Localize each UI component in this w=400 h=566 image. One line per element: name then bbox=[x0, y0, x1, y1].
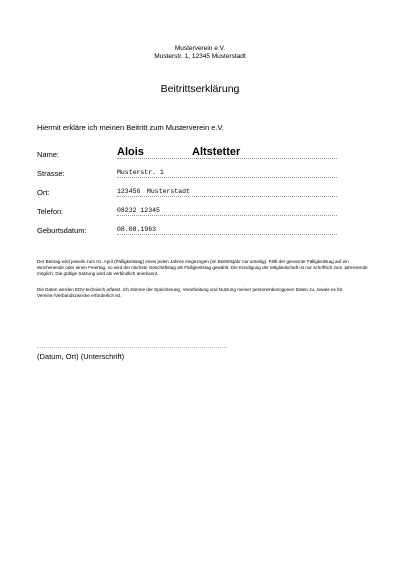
street-row bbox=[37, 164, 337, 180]
zip-value: 123456 bbox=[117, 188, 141, 195]
city-value: Musterstadt bbox=[147, 188, 190, 195]
city-label: Ort: bbox=[37, 188, 50, 197]
birthdate-value: 08.08.1963 bbox=[117, 226, 157, 233]
birthdate-line bbox=[117, 234, 337, 235]
form-title: Beitrittserklärung bbox=[160, 83, 240, 95]
birthdate-row bbox=[37, 221, 337, 237]
phone-row bbox=[37, 202, 337, 218]
org-address: Musterstr. 1, 12345 Musterstadt bbox=[154, 53, 246, 60]
street-label: Strasse: bbox=[37, 169, 65, 178]
phone-line bbox=[117, 215, 337, 216]
birthdate-label: Geburtsdatum: bbox=[37, 226, 87, 235]
phone-value: 08232 12345 bbox=[117, 207, 160, 214]
street-line bbox=[117, 177, 337, 178]
city-row bbox=[37, 183, 337, 199]
signature-line bbox=[37, 347, 227, 348]
name-row bbox=[37, 145, 337, 161]
signature-label: (Datum, Ort) (Unterschrift) bbox=[37, 352, 125, 361]
first-name-value: Alois bbox=[117, 146, 144, 158]
street-value: Musterstr. 1 bbox=[117, 169, 164, 176]
intro-text: Hiermit erkläre ich meinen Beitritt zum Musterverein e.V. bbox=[37, 123, 224, 132]
org-name: Musterverein e.V. bbox=[174, 45, 226, 52]
city-line bbox=[117, 196, 337, 197]
privacy-notice: Die Daten werden EDV-technisch erfasst. Ich stimme der Speicherung, Verarbeitung und Nutzung meiner personenbezogenen Daten zu, soweit es für Vereins-/Verbandszwecke erforderlich ist. bbox=[37, 287, 343, 298]
name-label: Name: bbox=[37, 150, 60, 159]
fee-notice: Der Beitrag wird jeweils zum 01. April (Fälligkeitstag) eines jeden Jahres eingezogen (im Beitrittsjahr nur anteilig). Fällt der genannte Fälligkeitstag auf ein Wochenende oder einen Feiertag, so wird der nächste Geschäftstag als Fälligkeitstag gewählt. Die Kündigung der Mitgliedschaft ist nur schriftlich zum Jahresende möglich. Die gültige Satzung wird als verbindlich anerkannt. bbox=[37, 259, 368, 276]
phone-label: Telefon: bbox=[37, 207, 64, 216]
name-line bbox=[117, 158, 337, 159]
last-name-value: Altstetter bbox=[192, 146, 241, 158]
